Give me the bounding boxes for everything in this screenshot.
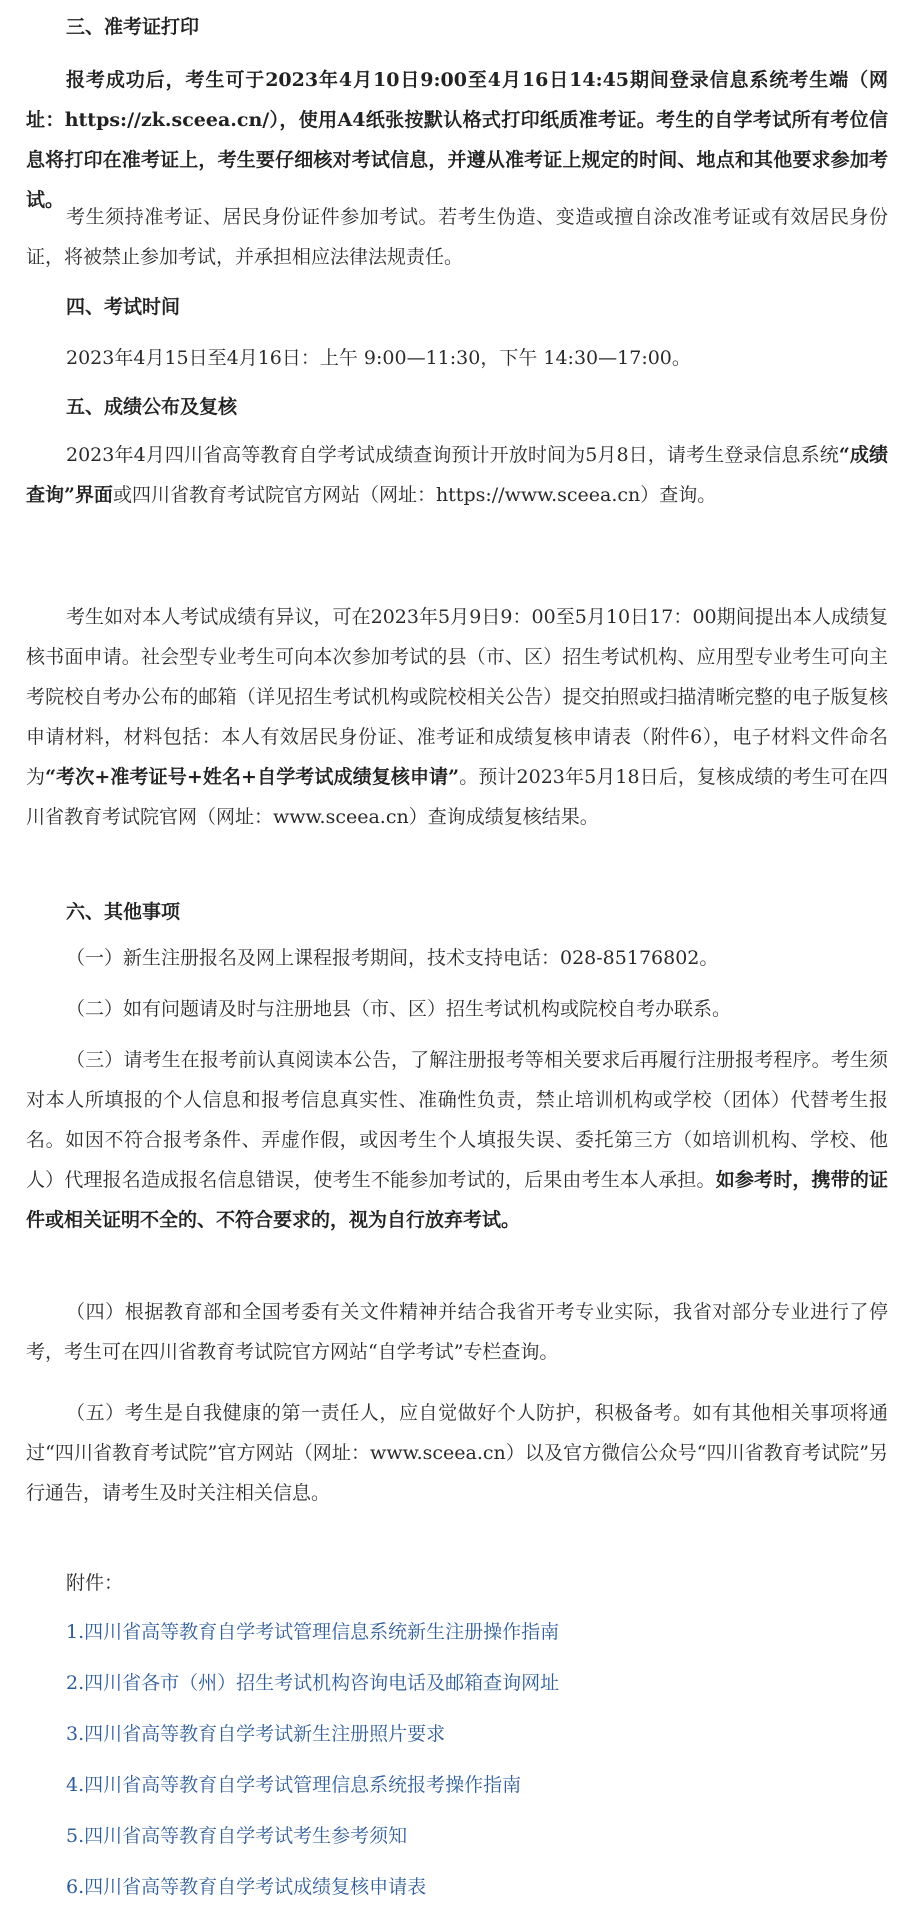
- review-text-b: 。预计2023年5月18日后，复核成绩的考生可在四川省教育考试院官网（网址：www.sceea.cn）查询成绩复核结果。: [26, 766, 888, 828]
- other-item-4: （四）根据教育部和全国考委有关文件精神并结合我省开考专业实际，我省对部分专业进行了停考，考生可在四川省教育考试院官方网站“自学考试”专栏查询。: [26, 1301, 888, 1363]
- attachment-link-4[interactable]: 4.四川省高等教育自学考试管理信息系统报考操作指南: [66, 1774, 522, 1796]
- attachment-link-6[interactable]: 6.四川省高等教育自学考试成绩复核申请表: [66, 1876, 427, 1898]
- results-query-bold: “成绩查询”界面: [26, 444, 888, 506]
- results-text-b: 或四川省教育考试院官方网站（网址：https://www.sceea.cn）查询。: [112, 484, 717, 506]
- other-item-5: （五）考生是自我健康的第一责任人，应自觉做好个人防护，积极备考。如有其他相关事项将通过“四川省教育考试院”官方网站（网址：www.sceea.cn）以及官方微信公众号“四川省教育考试院”另行通告，请考生及时关注相关信息。: [26, 1402, 888, 1504]
- section-heading-results: 五、成绩公布及复核: [66, 396, 238, 418]
- item3-bold: 如参考时，携带的证件或相关证明不全的、不符合要求的，视为自行放弃考试。: [26, 1169, 888, 1231]
- attachments-label: 附件：: [66, 1572, 124, 1594]
- attachment-link-2[interactable]: 2.四川省各市（州）招生考试机构咨询电话及邮箱查询网址: [66, 1672, 560, 1694]
- paragraph-id-requirements: 考生须持准考证、居民身份证件参加考试。若考生伪造、变造或擅自涂改准考证或有效居民身份证，将被禁止参加考试，并承担相应法律法规责任。: [26, 206, 888, 268]
- paragraph-results-review: [26, 597, 888, 837]
- attachment-link-5[interactable]: 5.四川省高等教育自学考试考生参考须知: [66, 1825, 408, 1847]
- section-heading-exam-time: 四、考试时间: [66, 296, 181, 318]
- review-filename-bold: “考次+准考证号+姓名+自学考试成绩复核申请”: [45, 766, 460, 788]
- review-text-a: 考生如对本人考试成绩有异议，可在2023年5月9日9：00至5月10日17：00期间提出本人成绩复核书面申请。社会型专业考生可向本次参加考试的县（市、区）招生考试机构、应用型专业考生可向主考院校自考办公布的邮箱（详见招生考试机构或院校相关公告）提交拍照或扫描清晰完整的电子版复核申请材料，材料包括：本人有效居民身份证、准考证和成绩复核申请表（附件6），电子材料文件命名为: [26, 606, 888, 788]
- section-heading-other-matters: 六、其他事项: [66, 901, 181, 923]
- attachment-link-3[interactable]: 3.四川省高等教育自学考试新生注册照片要求: [66, 1723, 446, 1745]
- other-item-3: [26, 1040, 888, 1240]
- paragraph-exam-schedule: 2023年4月15日至4月16日：上午 9:00—11:30，下午 14:30—17:00。: [66, 347, 691, 369]
- ticket-printing-bold-text: 报考成功后，考生可于2023年4月10日9:00至4月16日14:45期间登录信息系统考生端（网址：https://zk.sceea.cn/），使用A4纸张按默认格式打印纸质准考证。考生的自学考试所有考位信息将打印在准考证上，考生要仔细核对考试信息，并遵从准考证上规定的时间、地点和其他要求参加考试。: [26, 69, 888, 211]
- other-item-2: （二）如有问题请及时与注册地县（市、区）招生考试机构或院校自考办联系。: [66, 998, 732, 1020]
- other-item-1: （一）新生注册报名及网上课程报考期间，技术支持电话：028-85176802。: [66, 947, 719, 969]
- attachment-link-1[interactable]: 1.四川省高等教育自学考试管理信息系统新生注册操作指南: [66, 1621, 560, 1643]
- paragraph-results-query: [26, 435, 888, 515]
- paragraph-ticket-printing: [26, 60, 888, 220]
- item3-text: （三）请考生在报考前认真阅读本公告，了解注册报考等相关要求后再履行注册报考程序。考生须对本人所填报的个人信息和报考信息真实性、准确性负责，禁止培训机构或学校（团体）代替考生报名。如因不符合报考条件、弄虚作假，或因考生个人填报失误、委托第三方（如培训机构、学校、他人）代理报名造成报名信息错误，使考生不能参加考试的，后果由考生本人承担。: [26, 1049, 888, 1191]
- section-heading-admission-ticket: 三、准考证打印: [66, 16, 200, 38]
- results-text-a: 2023年4月四川省高等教育自学考试成绩查询预计开放时间为5月8日，请考生登录信息系统: [66, 444, 839, 466]
